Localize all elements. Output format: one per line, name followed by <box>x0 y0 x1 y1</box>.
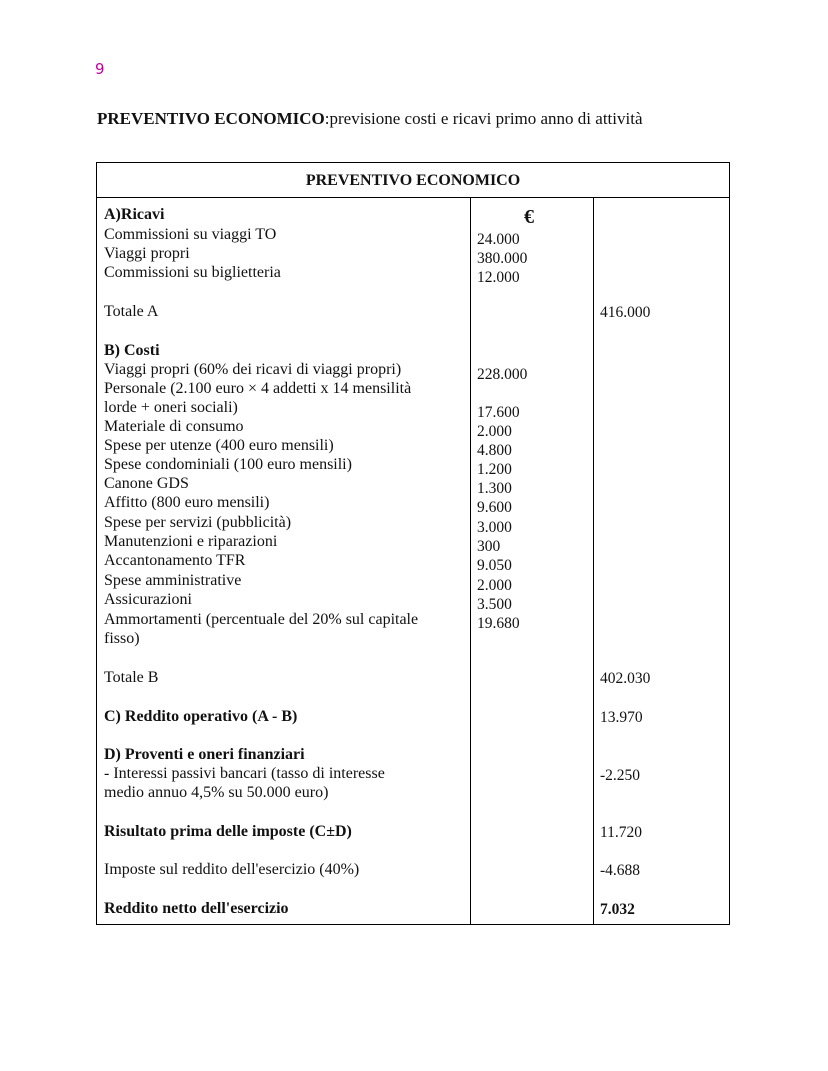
ricavi-item-amount: 12.000 <box>477 269 520 286</box>
ricavi-item-amount: 380.000 <box>477 250 528 267</box>
costi-item-label: Spese per utenze (400 euro mensili) <box>104 437 334 454</box>
column-divider <box>470 197 471 924</box>
costi-item-label: Spese per servizi (pubblicità) <box>104 514 292 531</box>
costi-item-label-cont: lorde + oneri sociali) <box>104 399 238 416</box>
costi-item-label: Spese amministrative <box>104 572 242 589</box>
costi-item-label: Personale (2.100 euro × 4 addetti x 14 mensilità <box>104 380 412 397</box>
ricavi-item-label: Viaggi propri <box>104 245 190 262</box>
costi-item-label: Ammortamenti (percentuale del 20% sul capitale <box>104 611 419 628</box>
interessi-passivi-line2: medio annuo 4,5% su 50.000 euro) <box>104 784 329 801</box>
costi-item-label: Affitto (800 euro mensili) <box>104 494 270 511</box>
proventi-oneri-label: D) Proventi e oneri finanziari <box>104 746 305 763</box>
ricavi-item-label: Commissioni su viaggi TO <box>104 226 277 243</box>
costi-item-amount: 228.000 <box>477 366 528 383</box>
heading-rest: :previsione costi e ricavi primo anno di attività <box>324 109 643 128</box>
costi-item-label: Assicurazioni <box>104 591 192 608</box>
costi-item-amount: 300 <box>477 538 501 555</box>
reddito-netto-label: Reddito netto dell'esercizio <box>104 900 289 917</box>
costi-item-label: Viaggi propri (60% dei ricavi di viaggi propri) <box>104 361 402 378</box>
totale-a-label: Totale A <box>104 303 159 320</box>
risultato-ante-imposte-label: Risultato prima delle imposte (C±D) <box>104 823 352 840</box>
costi-item-label: Manutenzioni e riparazioni <box>104 533 278 550</box>
costi-item-amount: 3.000 <box>477 519 512 536</box>
costi-item-label: Materiale di consumo <box>104 418 244 435</box>
ricavi-item-amount: 24.000 <box>477 231 520 248</box>
totale-a-value: 416.000 <box>600 304 651 321</box>
imposte-value: -4.688 <box>600 862 641 879</box>
interessi-passivi-line1: - Interessi passivi bancari (tasso di interesse <box>104 765 385 782</box>
currency-symbol: € <box>524 206 534 228</box>
costi-item-amount: 2.000 <box>477 423 512 440</box>
costi-item-amount: 3.500 <box>477 596 512 613</box>
section-costi-label: B) Costi <box>104 342 160 359</box>
totale-b-value: 402.030 <box>600 670 651 687</box>
costi-item-amount: 17.600 <box>477 404 520 421</box>
budget-table <box>96 162 730 925</box>
ricavi-item-label: Commissioni su biglietteria <box>104 264 281 281</box>
imposte-label: Imposte sul reddito dell'esercizio (40%) <box>104 861 360 878</box>
costi-item-amount: 1.300 <box>477 480 512 497</box>
costi-item-amount: 1.200 <box>477 461 512 478</box>
heading-bold: PREVENTIVO ECONOMICO <box>97 109 325 128</box>
table-title: PREVENTIVO ECONOMICO <box>97 163 729 198</box>
page-number: 9 <box>95 60 105 78</box>
reddito-netto-value: 7.032 <box>600 901 635 918</box>
costi-item-label: Canone GDS <box>104 475 189 492</box>
page-heading <box>97 109 643 129</box>
column-divider <box>593 197 594 924</box>
costi-item-amount: 4.800 <box>477 442 512 459</box>
section-ricavi-label: A)Ricavi <box>104 206 165 223</box>
costi-item-amount: 9.050 <box>477 557 512 574</box>
reddito-operativo-value: 13.970 <box>600 709 643 726</box>
costi-item-amount: 9.600 <box>477 499 512 516</box>
reddito-operativo-label: C) Reddito operativo (A - B) <box>104 708 298 725</box>
costi-item-label: Accantonamento TFR <box>104 552 246 569</box>
proventi-oneri-value: -2.250 <box>600 767 641 784</box>
costi-item-amount: 19.680 <box>477 615 520 632</box>
costi-item-label-cont: fisso) <box>104 630 140 647</box>
costi-item-amount: 2.000 <box>477 577 512 594</box>
costi-item-label: Spese condominiali (100 euro mensili) <box>104 456 352 473</box>
risultato-ante-imposte-value: 11.720 <box>600 824 643 841</box>
totale-b-label: Totale B <box>104 669 159 686</box>
